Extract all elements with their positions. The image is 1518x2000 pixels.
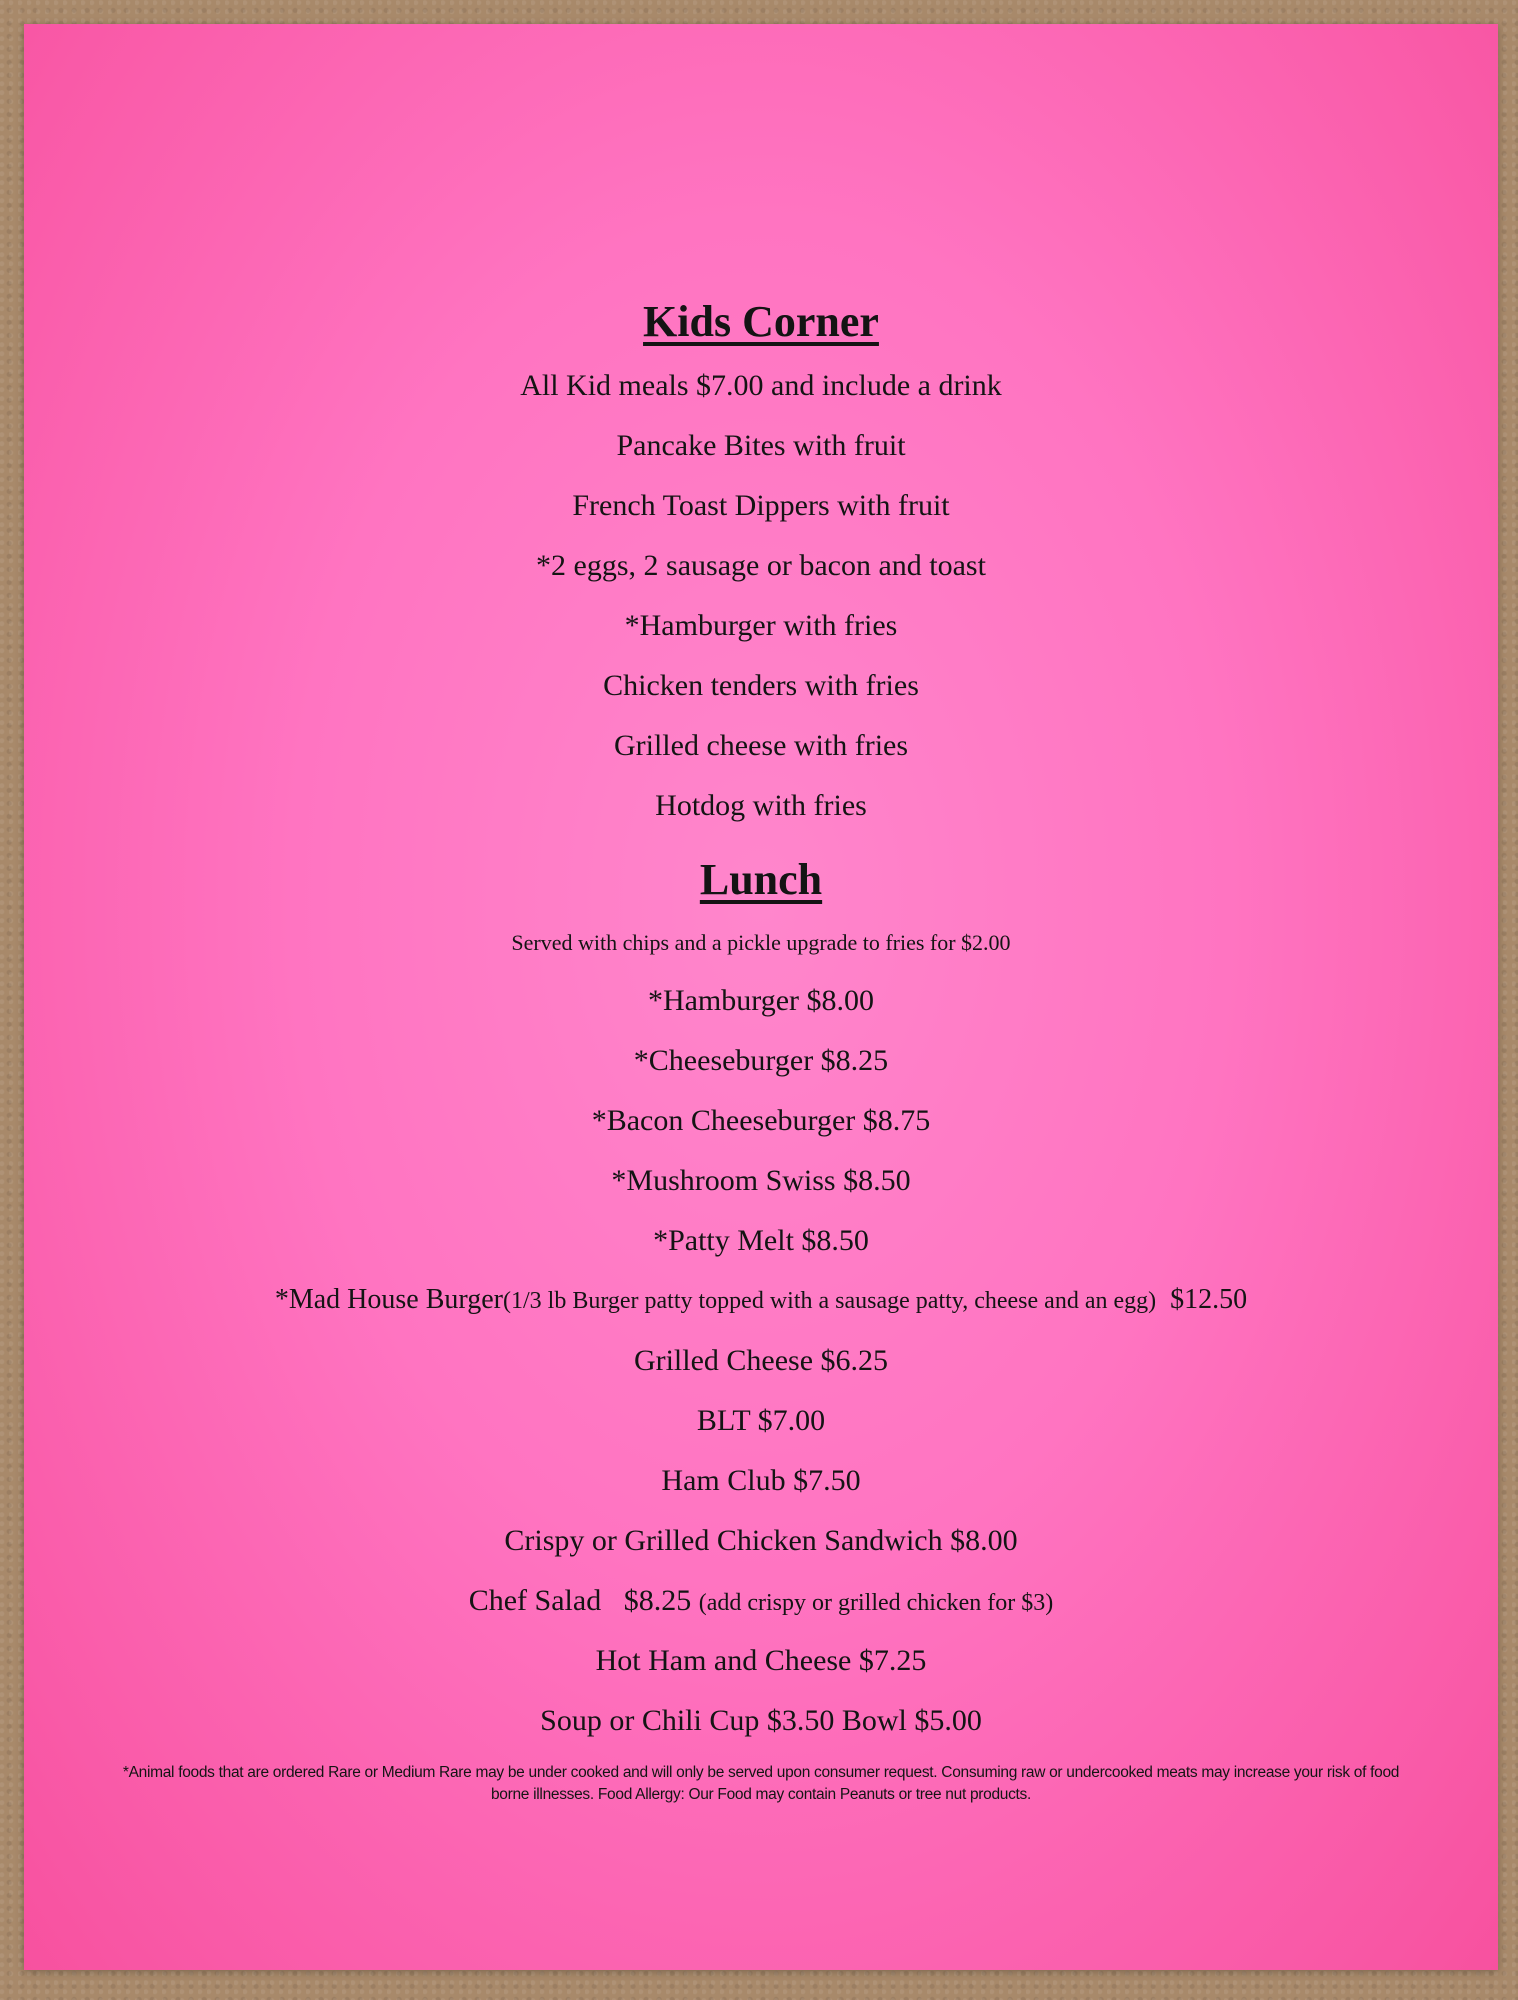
lunch-heading: Lunch — [699, 855, 823, 904]
chef-salad-item — [24, 1584, 1498, 1618]
menu-sheet — [24, 24, 1498, 1970]
chef-salad-price: $8.25 — [623, 1584, 692, 1617]
chef-salad-addon: (add crispy or grilled chicken for $3) — [698, 1590, 1054, 1616]
kids-item: French Toast Dippers with fruit — [572, 489, 950, 522]
disclaimer — [74, 1762, 1448, 1806]
kids-intro: All Kid meals $7.00 and include a drink — [520, 369, 1002, 402]
mad-house-description: (1/3 lb Burger patty topped with a sausage patty, cheese and an egg) — [502, 1288, 1157, 1314]
mad-house-price: $12.50 — [1170, 1284, 1248, 1315]
lunch-item: *Mushroom Swiss $8.50 — [611, 1164, 911, 1197]
menu-content — [24, 24, 1498, 1970]
kids-item: Chicken tenders with fries — [603, 669, 919, 702]
kids-item: *2 eggs, 2 sausage or bacon and toast — [536, 549, 986, 582]
disclaimer-line-2: borne illnesses. Food Allergy: Our Food may contain Peanuts or tree nut products. — [490, 1786, 1032, 1803]
lunch-item: *Cheeseburger $8.25 — [633, 1044, 889, 1077]
kids-item: *Hamburger with fries — [624, 609, 898, 642]
lunch-item: *Hamburger $8.00 — [647, 984, 875, 1017]
kids-item: Grilled cheese with fries — [613, 729, 909, 762]
lunch-intro: Served with chips and a pickle upgrade to fries for $2.00 — [511, 930, 1011, 955]
mad-house-name: *Mad House Burger — [274, 1284, 503, 1315]
lunch-item: Hot Ham and Cheese $7.25 — [595, 1644, 927, 1677]
lunch-item: *Bacon Cheeseburger $8.75 — [591, 1104, 931, 1137]
chef-salad-name: Chef Salad — [468, 1584, 602, 1617]
kids-corner-heading: Kids Corner — [643, 297, 879, 346]
mad-house-burger-item — [24, 1284, 1498, 1316]
kids-item: Pancake Bites with fruit — [616, 429, 906, 462]
lunch-item: Soup or Chili Cup $3.50 Bowl $5.00 — [540, 1704, 982, 1737]
lunch-item: Crispy or Grilled Chicken Sandwich $8.00 — [504, 1524, 1018, 1557]
lunch-item: *Patty Melt $8.50 — [653, 1224, 869, 1257]
disclaimer-line-1: *Animal foods that are ordered Rare or Medium Rare may be under cooked and will only be served upon consumer request. Consuming raw or undercooked meats may increase your risk of food — [122, 1764, 1400, 1781]
lunch-item: Grilled Cheese $6.25 — [633, 1344, 889, 1377]
lunch-item: BLT $7.00 — [696, 1404, 826, 1437]
kids-item: Hotdog with fries — [655, 789, 867, 822]
lunch-item: Ham Club $7.50 — [661, 1464, 861, 1497]
